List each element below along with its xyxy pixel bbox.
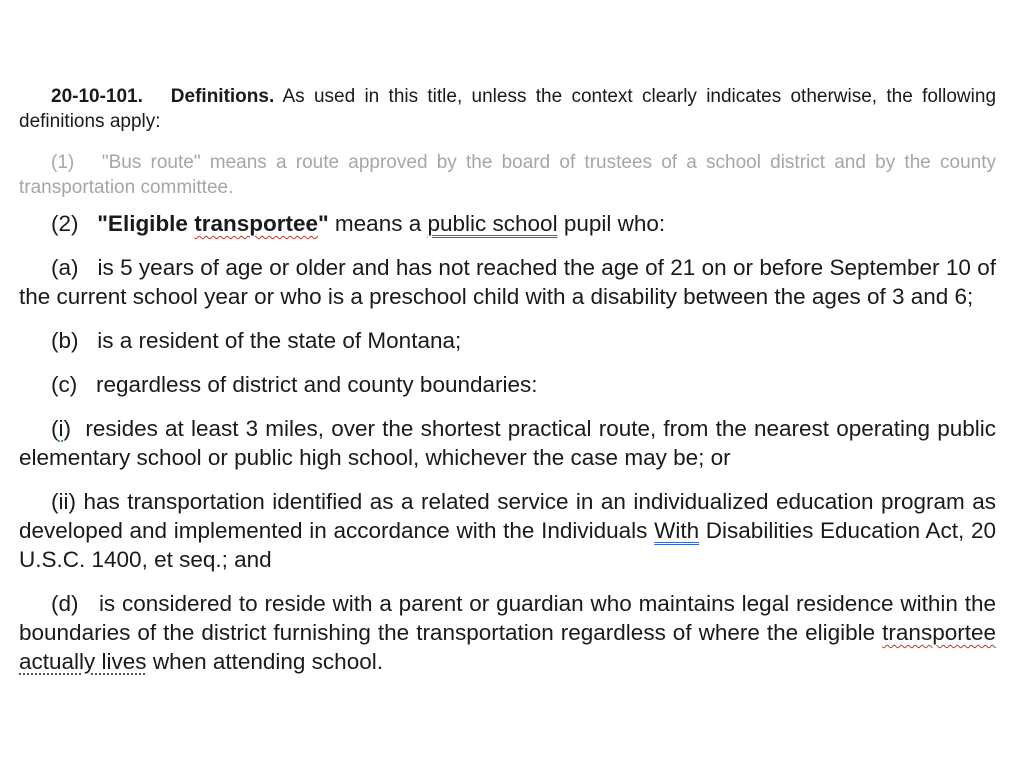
definition-number: (2) (51, 211, 79, 236)
item-text-after: when attending school. (146, 649, 383, 674)
grammar-flag-actually-lives[interactable]: actually lives (19, 649, 147, 674)
item-a (19, 253, 996, 311)
item-text: is 5 years of age or older and has not reached the age of 21 on or before September 10 of the current school year or who is a preschool child with a disability between the ages of 3 and 6; (19, 255, 996, 309)
item-label: (d) (51, 591, 79, 616)
grammar-flag-public-school[interactable]: public school (427, 211, 558, 236)
rest-text: pupil who: (557, 211, 666, 236)
grammar-flag-i[interactable]: i (58, 416, 64, 441)
item-b (19, 326, 996, 355)
label-close: ) (63, 416, 71, 441)
section-title: Definitions. (170, 86, 275, 107)
item-label: (b) (51, 328, 79, 353)
item-text: regardless of district and county boundaries: (96, 372, 538, 397)
item-i (19, 414, 996, 472)
term-close: " (318, 211, 329, 236)
label-open: ( (51, 416, 59, 441)
grammar-flag-with[interactable]: With (654, 518, 700, 543)
item-text: is a resident of the state of Montana; (97, 328, 462, 353)
means-text: means a (328, 211, 428, 236)
item-d (19, 589, 996, 676)
item-text-before: is considered to reside with a parent or guardian who maintains legal residence within the boundaries of the district furnishing the transportation regardless of where the eligible (19, 591, 996, 645)
item-label: (a) (51, 255, 79, 280)
definition-number: (1) (51, 152, 75, 173)
item-text-before: has transportation identified as a related service in an individualized education program as developed and implemented in accordance with the Individuals (19, 489, 996, 543)
item-text: resides at least 3 miles, over the shortest practical route, from the nearest operating public elementary school or public high school, whichever the case may be; or (19, 416, 996, 470)
section-intro: As used in this title, unless the context clearly indicates otherwise, the following definitions apply: (19, 86, 997, 132)
definition-text: "Bus route" means a route approved by the board of trustees of a school district and by the county transportation committee. (19, 152, 997, 198)
item-c (19, 370, 996, 399)
statute-document (19, 84, 996, 676)
spelling-flag-transportee[interactable]: transportee (882, 620, 996, 645)
definition-eligible-transportee (19, 209, 996, 238)
item-text-after: Disabilities Education Act, 20 U.S.C. 1400, et seq.; and (19, 518, 996, 572)
term-open: "Eligible (97, 211, 195, 236)
spelling-flag-transportee[interactable]: transportee (194, 211, 318, 236)
definition-bus-route (19, 150, 996, 200)
item-label (51, 416, 71, 441)
section-heading-paragraph (19, 84, 996, 134)
item-label: (c) (51, 372, 78, 397)
item-ii (19, 487, 996, 574)
item-label: (ii) (51, 489, 76, 514)
defined-term (97, 211, 328, 236)
section-number: 20-10-101. (51, 86, 143, 107)
